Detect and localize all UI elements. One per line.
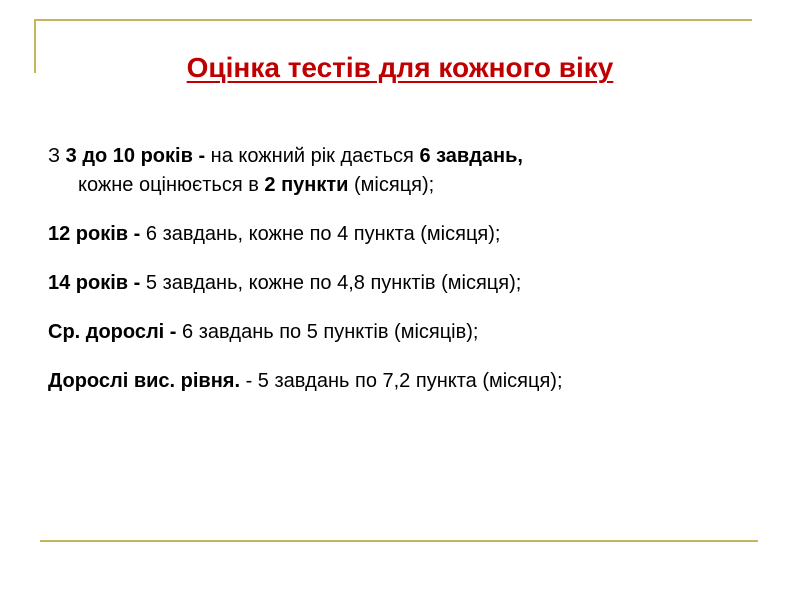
item-bold: 3 до 10 років - — [65, 145, 206, 167]
item-bold: 14 років - — [48, 272, 141, 294]
item-bold: Дорослі вис. рівня. — [48, 370, 241, 392]
item-prefix: З — [48, 145, 66, 167]
item-text: 6 завдань по 5 пунктів (місяців); — [176, 321, 479, 343]
list-item — [48, 220, 768, 249]
list-item — [48, 142, 768, 200]
list-item — [48, 318, 768, 347]
frame-bottom-line — [40, 540, 758, 542]
item-text: (місяця); — [348, 174, 435, 196]
frame-top-line — [34, 19, 752, 21]
slide-title: Оцінка тестів для кожного віку — [186, 52, 614, 83]
item-text: на кожний рік дається — [205, 145, 420, 167]
item-text: - 5 завдань по 7,2 пункта (місяця); — [240, 370, 563, 392]
slide-body — [48, 142, 768, 416]
item-bold: Ср. дорослі - — [48, 321, 177, 343]
list-item — [48, 367, 768, 396]
list-item — [48, 269, 768, 298]
item-bold: 2 пункти — [264, 174, 349, 196]
item-bold: 6 завдань, — [419, 145, 523, 167]
item-text: 5 завдань, кожне по 4,8 пунктів (місяця); — [140, 272, 522, 294]
item-text: кожне оцінюється в — [78, 174, 265, 196]
item-bold: 12 років - — [48, 223, 141, 245]
item-text: 6 завдань, кожне по 4 пункта (місяця); — [140, 223, 501, 245]
